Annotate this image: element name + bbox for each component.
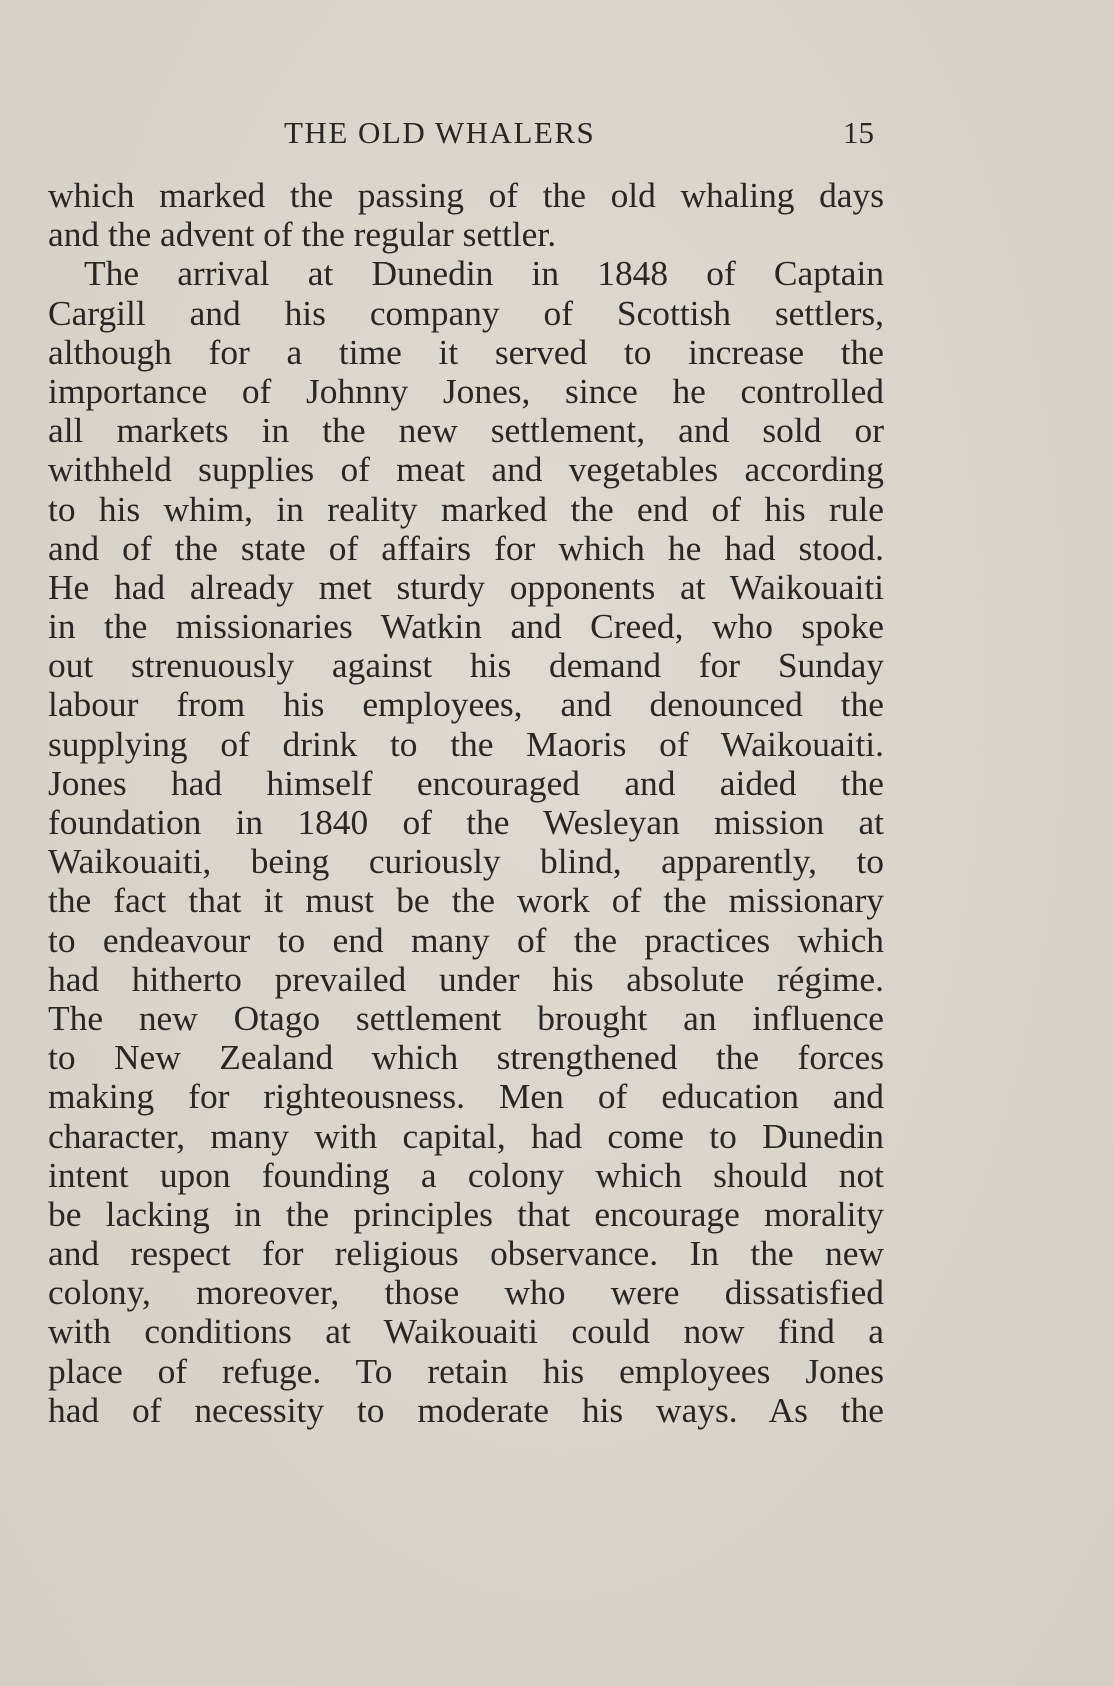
text-line: and the advent of the regular settler. — [48, 214, 557, 255]
body-text — [48, 176, 884, 1430]
page-number: 15 — [843, 115, 874, 150]
text-line: to New Zealand which strengthened the forces — [48, 1037, 884, 1078]
text-line: importance of Johnny Jones, since he controlled — [48, 370, 884, 411]
text-line: The arrival at Dunedin in 1848 of Captain — [84, 253, 884, 294]
text-line: He had already met sturdy opponents at Waikouaiti — [48, 566, 884, 607]
text-line: The new Otago settlement brought an influence — [48, 997, 884, 1038]
text-line: foundation in 1840 of the Wesleyan mission at — [48, 802, 884, 842]
text-line: labour from his employees, and denounced the — [48, 684, 884, 725]
text-line: Waikouaiti, being curiously blind, apparently, to — [48, 841, 884, 882]
text-line: had of necessity to moderate his ways. As the — [48, 1389, 884, 1430]
text-line: with conditions at Waikouaiti could now find a — [48, 1311, 884, 1352]
text-line: out strenuously against his demand for Sunday — [48, 645, 884, 686]
text-line: to endeavour to end many of the practices which — [48, 919, 884, 960]
text-line: which marked the passing of the old whaling days — [48, 175, 884, 215]
text-line: be lacking in the principles that encourage morality — [48, 1193, 884, 1234]
text-line: in the missionaries Watkin and Creed, who spoke — [48, 606, 884, 647]
text-line: intent upon founding a colony which should not — [48, 1154, 884, 1195]
running-title: THE OLD WHALERS — [284, 115, 596, 150]
text-line: Jones had himself encouraged and aided the — [48, 762, 884, 803]
text-line: to his whim, in reality marked the end of his rule — [48, 488, 884, 529]
text-line: making for righteousness. Men of education and — [48, 1076, 884, 1117]
text-line: the fact that it must be the work of the missionary — [48, 880, 884, 921]
text-line: all markets in the new settlement, and sold or — [48, 410, 884, 451]
text-line: place of refuge. To retain his employees Jones — [48, 1350, 884, 1391]
text-line: had hitherto prevailed under his absolute régime. — [48, 958, 884, 999]
text-line: character, many with capital, had come to Dunedin — [48, 1115, 884, 1156]
text-line: although for a time it served to increase the — [48, 331, 884, 372]
running-head — [50, 108, 880, 158]
text-line: withheld supplies of meat and vegetables according — [48, 449, 884, 490]
text-line: and respect for religious observance. In the new — [48, 1233, 884, 1274]
text-line: and of the state of affairs for which he had stood. — [48, 527, 884, 568]
text-line: colony, moreover, those who were dissatisfied — [48, 1272, 884, 1313]
text-line: Cargill and his company of Scottish settlers, — [48, 292, 884, 333]
text-line: supplying of drink to the Maoris of Waikouaiti. — [48, 723, 884, 764]
